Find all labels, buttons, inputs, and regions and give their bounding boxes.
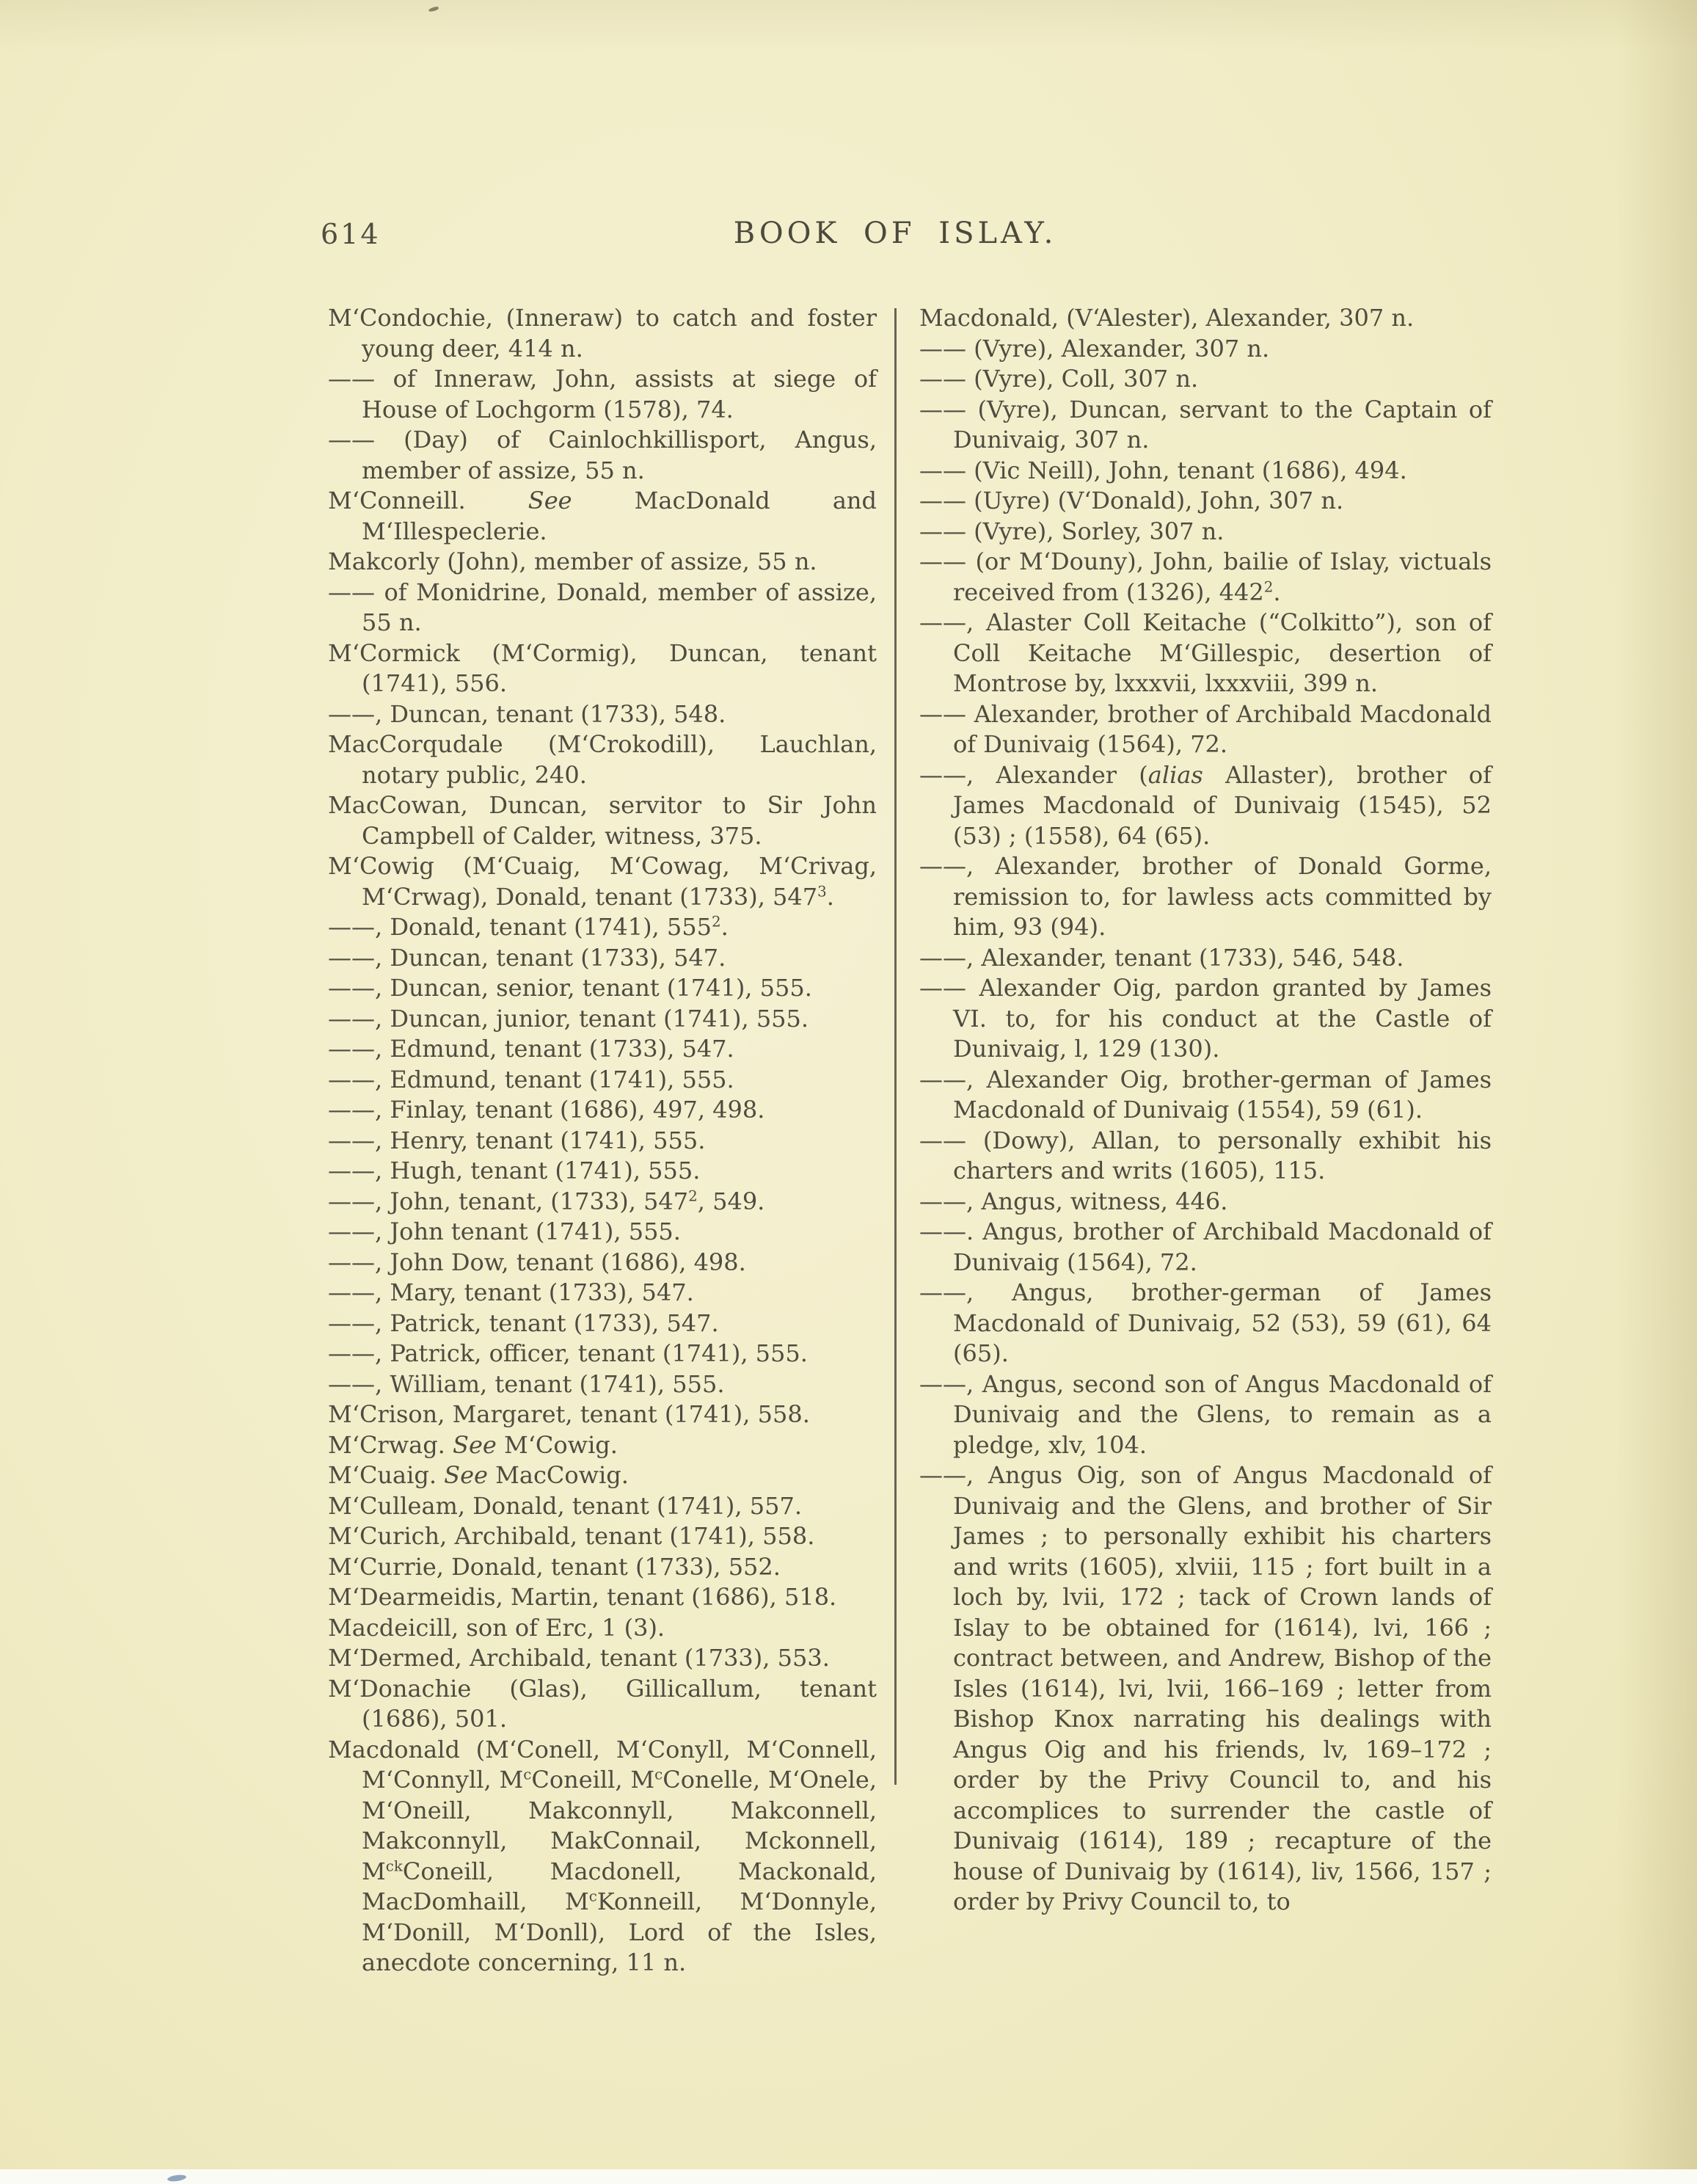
index-entry: ——, Angus Oig, son of Angus Macdonald of Dunivaig and the Glens, and brother of Sir James ; to personally exhibit his charters and writs (1605), xlviii, 115 ; fort built in a loch by, lvii, 172 ; tack of Crown lands of Islay to be obtained for (1614), lvi, 166 ; contract between, and Andrew, Bishop of the Isles (1614), lvi, lvii, 166–169 ; letter from Bishop Knox narrating his dealings with Angus Oig and his friends, lv, 169–172 ; order by the Privy Council to, and his accomplices to surrender the castle of Dunivaig (1614), 189 ; recapture of the house of Dunivaig by (1614), liv, 1566, 157 ; order by Privy Council to, to <box>919 1461 1492 1915</box>
index-entry: M‘Currie, Donald, tenant (1733), 552. <box>328 1552 781 1581</box>
index-entry: ——, Angus, witness, 446. <box>919 1187 1228 1215</box>
index-entry: —— (Uyre) (V‘Donald), John, 307 n. <box>919 487 1344 514</box>
index-entry: ——, Duncan, junior, tenant (1741), 555. <box>328 1004 809 1033</box>
index-column-right <box>919 303 1492 1918</box>
index-entry: ——, Donald, tenant (1741), $555^2$. <box>328 913 729 941</box>
index-entry: —— (or M‘Douny), John, bailie of Islay, victuals received from (1326), $442^2$. <box>919 547 1492 606</box>
index-entry: ——, Duncan, tenant (1733), 548. <box>328 699 726 728</box>
index-entry: ——. Angus, brother of Archibald Macdonald of Dunivaig (1564), 72. <box>919 1217 1492 1276</box>
index-entry: ——, John Dow, tenant (1686), 498. <box>328 1248 746 1276</box>
index-column-left <box>328 303 877 1979</box>
scan-bottom-strip <box>0 2169 1697 2184</box>
index-entry: —— (Vic Neill), John, tenant (1686), 494. <box>919 456 1407 484</box>
index-entry: ——, Alaster Coll Keitache (“Colkitto”), son of Coll Keitache M‘Gillespic, desertion of Montrose by, lxxxvii, lxxxviii, 399 n. <box>919 608 1492 697</box>
index-entry: —— (Dowy), Allan, to personally exhibit his charters and writs (1605), 115. <box>919 1126 1492 1184</box>
index-entry: ——, Duncan, tenant (1733), 547. <box>328 943 726 972</box>
index-entry: M‘Crwag. See M‘Cowig. <box>328 1430 618 1459</box>
index-entry: ——, Alexander Oig, brother-german of James Macdonald of Dunivaig (1554), 59 (61). <box>919 1065 1492 1124</box>
index-entry: ——, Mary, tenant (1733), 547. <box>328 1278 694 1306</box>
page-number: 614 <box>321 218 381 250</box>
index-entry: —— of Inneraw, John, assists at siege of House of Lochgorm (1578), 74. <box>328 365 877 423</box>
index-entry: —— Alexander, brother of Archibald Macdonald of Dunivaig (1564), 72. <box>919 699 1492 758</box>
index-entry: ——, John tenant (1741), 555. <box>328 1217 681 1245</box>
index-entry: M‘Cormick (M‘Cormig), Duncan, tenant (1741), 556. <box>328 638 877 697</box>
index-entry: ——, Alexander, tenant (1733), 546, 548. <box>919 943 1404 972</box>
index-entry: M‘Dearmeidis, Martin, tenant (1686), 518. <box>328 1583 837 1611</box>
index-entry: M‘Donachie (Glas), Gillicallum, tenant (1686), 501. <box>328 1674 877 1733</box>
index-entry: —— Alexander Oig, pardon granted by James VI. to, for his conduct at the Castle of Dunivaig, l, 129 (130). <box>919 974 1492 1063</box>
index-entry: ——, Edmund, tenant (1733), 547. <box>328 1035 734 1063</box>
index-entry: —— (Vyre), Sorley, 307 n. <box>919 517 1225 545</box>
scan-right-shade <box>1616 0 1697 2184</box>
index-entry: Macdeicill, son of Erc, 1 (3). <box>328 1613 665 1642</box>
index-entry: ——, Duncan, senior, tenant (1741), 555. <box>328 974 812 1002</box>
scan-speck <box>428 6 439 12</box>
index-entry: —— of Monidrine, Donald, member of assize, 55 n. <box>328 578 877 636</box>
index-entry: —— (Vyre), Duncan, servant to the Captain of Dunivaig, 307 n. <box>919 395 1492 454</box>
index-entry: ——, Alexander (alias Allaster), brother of James Macdonald of Dunivaig (1545), 52 (53) ; (1558), 64 (65). <box>919 760 1492 850</box>
index-entry: ——, Patrick, tenant (1733), 547. <box>328 1308 719 1337</box>
index-entry: M‘Cowig (M‘Cuaig, M‘Cowag, M‘Crivag, M‘Crwag), Donald, tenant (1733), $547^3$. <box>328 852 877 911</box>
index-entry: ——, Finlay, tenant (1686), 497, 498. <box>328 1096 765 1124</box>
index-entry: ——, Henry, tenant (1741), 555. <box>328 1126 706 1154</box>
index-entry: ——, Edmund, tenant (1741), 555. <box>328 1065 734 1093</box>
index-entry: M‘Culleam, Donald, tenant (1741), 557. <box>328 1491 802 1520</box>
index-entry: M‘Crison, Margaret, tenant (1741), 558. <box>328 1400 810 1428</box>
index-entry: —— (Day) of Cainlochkillisport, Angus, member of assize, 55 n. <box>328 426 877 484</box>
index-entry: M‘Cuaig. See MacCowig. <box>328 1461 629 1489</box>
index-entry: M‘Condochie, (Inneraw) to catch and foster young deer, 414 n. <box>328 304 877 363</box>
index-entry: —— (Vyre), Coll, 307 n. <box>919 365 1199 393</box>
index-entry: ——, Angus, second son of Angus Macdonald of Dunivaig and the Glens, to remain as a pledge, xlv, 104. <box>919 1369 1492 1459</box>
index-entry: M‘Conneill. See MacDonald and M‘Illespeclerie. <box>328 487 877 545</box>
index-entry: MacCorqudale (M‘Crokodill), Lauchlan, notary public, 240. <box>328 730 877 789</box>
index-entry: MacCowan, Duncan, servitor to Sir John Campbell of Calder, witness, 375. <box>328 791 877 850</box>
scan-top-shade <box>0 0 1697 51</box>
index-entry: Makcorly (John), member of assize, 55 n. <box>328 547 817 575</box>
running-header: BOOK OF ISLAY. <box>733 216 1057 250</box>
index-entry: ——, Patrick, officer, tenant (1741), 555. <box>328 1339 808 1367</box>
index-entry: M‘Dermed, Archibald, tenant (1733), 553. <box>328 1644 830 1672</box>
index-entry: Macdonald, (V‘Alester), Alexander, 307 n. <box>919 304 1415 332</box>
index-entry: ——, Hugh, tenant (1741), 555. <box>328 1157 701 1184</box>
index-entry: M‘Curich, Archibald, tenant (1741), 558. <box>328 1522 815 1550</box>
index-entry: ——, Angus, brother-german of James Macdonald of Dunivaig, 52 (53), 59 (61), 64 (65). <box>919 1278 1492 1367</box>
index-entry: ——, John, tenant, (1733), $547^2$, 549. <box>328 1187 765 1215</box>
index-entry: ——, Alexander, brother of Donald Gorme, remission to, for lawless acts committed by him, 93 (94). <box>919 852 1492 941</box>
index-entry: —— (Vyre), Alexander, 307 n. <box>919 334 1270 363</box>
index-entry: Macdonald (M‘Conell, M‘Conyll, M‘Connell, M‘Connyll, $M^cConeill$, $M^cConelle$, M‘Onele, M‘Oneill, Makconnyll, Makconnell, Makconnyll, MakConnail, Mckonnell, $M^{ck}Coneill$, Macdonell, Mackonald, MacDomhaill, $M^cKonneill$, M‘Donnyle, M‘Donill, M‘Donll), Lord of the Isles, anecdote concerning, 11 n. <box>328 1735 877 1976</box>
index-entry: ——, William, tenant (1741), 555. <box>328 1369 725 1398</box>
column-divider-rule <box>894 308 897 1785</box>
